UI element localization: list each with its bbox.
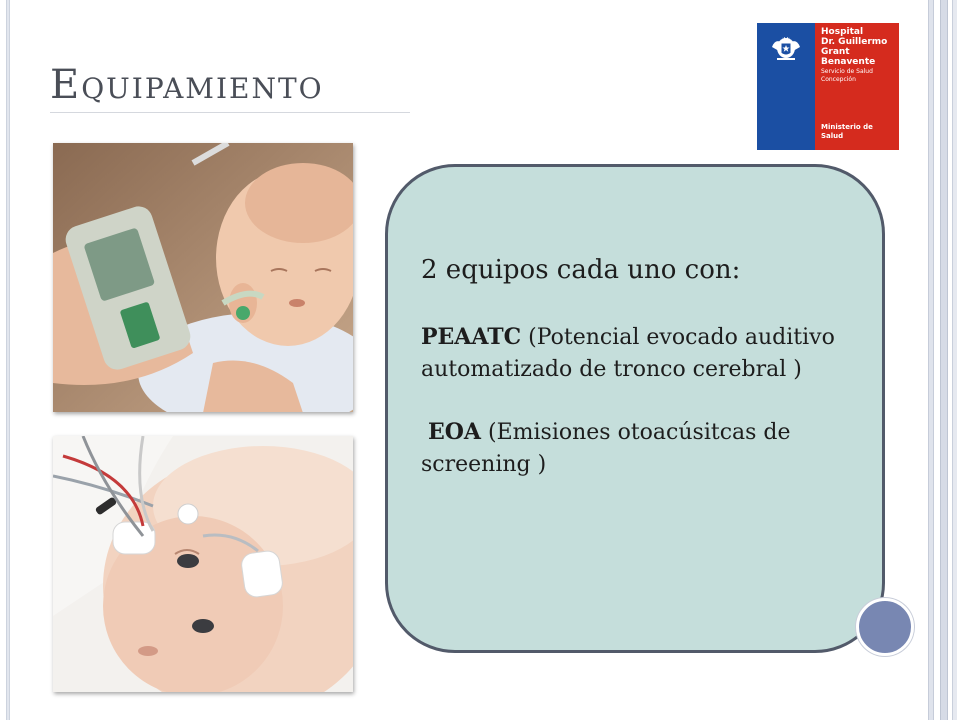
logo-red-panel [815,23,899,150]
equipment-item-peaatc [421,321,871,386]
logo-line-2: Dr. Guillermo [821,37,888,47]
callout-text [421,255,871,511]
logo-blue-panel [757,23,815,150]
slide-frame-left [6,0,10,720]
slide-title: Equipamiento [50,62,324,108]
slide-frame-right [918,0,960,720]
info-callout-box [385,164,885,653]
title-divider [50,112,410,113]
peaatc-description: (Potencial evocado auditivo automatizado de tronco cerebral ) [421,325,835,382]
newborn-screening-device-illustration [53,143,353,412]
hospital-logo [757,23,899,150]
eoa-term: EOA [428,419,482,445]
logo-line-5: Servicio de Salud [821,68,873,75]
photo-newborn-peaatc-test [53,143,353,412]
equipment-intro: 2 equipos cada uno con: [421,255,741,285]
logo-line-7: Ministerio de [821,123,873,131]
coat-of-arms-icon [769,33,803,63]
logo-line-3: Grant [821,47,850,57]
photo-newborn-eoa-test [53,436,353,692]
peaatc-term: PEAATC [421,324,522,350]
logo-line-1: Hospital [821,27,864,37]
decorative-accent-circle [856,598,914,656]
newborn-electrodes-illustration [53,436,353,692]
eoa-description: (Emisiones otoacúsitcas de screening ) [421,420,791,477]
equipment-item-eoa [421,416,871,481]
logo-line-4: Benavente [821,57,876,67]
logo-line-8: Salud [821,132,844,140]
logo-line-6: Concepción [821,76,856,83]
